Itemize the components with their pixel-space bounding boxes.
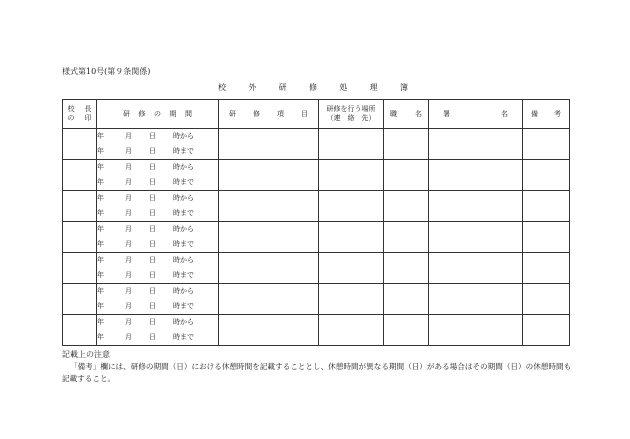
cell-location[interactable] — [319, 129, 384, 160]
period-hour: 時から — [173, 163, 194, 171]
period-day: 日 — [149, 225, 156, 233]
cell-position[interactable] — [384, 160, 429, 191]
period-hour: 時から — [173, 194, 194, 202]
cell-topic[interactable] — [219, 191, 319, 222]
period-end-line — [97, 206, 218, 221]
period-hour: 時まで — [173, 209, 194, 217]
period-year: 年 — [97, 225, 104, 233]
cell-remarks[interactable] — [523, 315, 570, 346]
period-day: 日 — [149, 178, 156, 186]
cell-period[interactable] — [97, 129, 219, 160]
period-month: 月 — [125, 318, 132, 326]
title-char: 外 — [248, 83, 257, 92]
period-hour: 時まで — [173, 147, 194, 155]
cell-period[interactable] — [97, 191, 219, 222]
header-period-char: 期 — [169, 109, 177, 118]
period-hour: 時まで — [173, 302, 194, 310]
cell-topic[interactable] — [219, 222, 319, 253]
header-row — [63, 100, 570, 129]
period-start-line — [97, 284, 218, 299]
period-day: 日 — [149, 287, 156, 295]
period-month: 月 — [125, 271, 132, 279]
period-end-line — [97, 299, 218, 314]
header-topic-char: 目 — [301, 109, 308, 118]
training-register-table — [62, 99, 570, 346]
header-remarks-char: 備 — [531, 109, 538, 118]
header-principal-seal — [63, 100, 97, 129]
cell-position[interactable] — [384, 129, 429, 160]
period-hour: 時から — [173, 132, 194, 140]
period-month: 月 — [125, 163, 132, 171]
form-number: 様式第10号(第９条関係) — [62, 67, 151, 76]
period-start-line — [97, 129, 218, 144]
cell-position[interactable] — [384, 253, 429, 284]
title-char: 理 — [369, 83, 378, 92]
cell-principal-seal[interactable] — [63, 222, 97, 253]
period-hour: 時から — [173, 225, 194, 233]
period-month: 月 — [125, 302, 132, 310]
notes-heading: 記載上の注意 — [62, 350, 110, 359]
cell-remarks[interactable] — [523, 253, 570, 284]
period-hour: 時まで — [173, 178, 194, 186]
cell-period[interactable] — [97, 284, 219, 315]
cell-topic[interactable] — [219, 284, 319, 315]
header-position-char: 名 — [415, 109, 422, 118]
period-hour: 時まで — [173, 271, 194, 279]
header-seal-line — [68, 114, 92, 123]
cell-location[interactable] — [319, 222, 384, 253]
title-char: 校 — [218, 83, 226, 92]
period-year: 年 — [97, 256, 104, 264]
header-topic-char: 修 — [253, 109, 260, 118]
cell-topic[interactable] — [219, 315, 319, 346]
title-char: 修 — [308, 83, 317, 92]
cell-remarks[interactable] — [523, 191, 570, 222]
period-year: 年 — [97, 209, 104, 217]
header-period — [97, 100, 219, 129]
period-year: 年 — [97, 163, 104, 171]
cell-signature[interactable] — [429, 253, 523, 284]
cell-topic[interactable] — [219, 160, 319, 191]
header-seal-char: の — [67, 114, 75, 122]
period-month: 月 — [125, 225, 132, 233]
cell-topic[interactable] — [219, 129, 319, 160]
period-month: 月 — [125, 240, 132, 248]
period-month: 月 — [125, 333, 132, 341]
document-title — [218, 82, 408, 93]
table-row — [63, 253, 570, 284]
title-char: 簿 — [399, 83, 408, 92]
cell-location[interactable] — [319, 315, 384, 346]
cell-location[interactable] — [319, 284, 384, 315]
period-end-line — [97, 175, 218, 190]
period-year: 年 — [97, 333, 104, 341]
cell-location[interactable] — [319, 253, 384, 284]
period-year: 年 — [97, 271, 104, 279]
period-year: 年 — [97, 194, 104, 202]
cell-remarks[interactable] — [523, 129, 570, 160]
period-hour: 時まで — [173, 240, 194, 248]
header-position — [384, 100, 429, 129]
header-signature-char: 署 — [443, 109, 450, 118]
period-start-line — [97, 315, 218, 330]
period-day: 日 — [149, 333, 156, 341]
header-period-char: 間 — [185, 109, 192, 118]
period-end-line — [97, 268, 218, 283]
cell-location[interactable] — [319, 191, 384, 222]
header-signature-char: 名 — [501, 109, 508, 118]
cell-period[interactable] — [97, 315, 219, 346]
header-period-char: 研 — [123, 109, 130, 118]
period-year: 年 — [97, 302, 104, 310]
period-start-line — [97, 191, 218, 206]
cell-period[interactable] — [97, 253, 219, 284]
header-topic-char: 研 — [229, 109, 236, 118]
header-position-char: 職 — [390, 109, 397, 118]
header-period-char: 修 — [138, 109, 146, 118]
cell-period[interactable] — [97, 222, 219, 253]
cell-remarks[interactable] — [523, 222, 570, 253]
period-day: 日 — [149, 302, 156, 310]
header-location — [319, 100, 384, 129]
period-day: 日 — [149, 271, 156, 279]
header-location-line: 研修を行う場所 — [326, 105, 376, 113]
header-period-char: の — [154, 109, 161, 118]
period-year: 年 — [97, 147, 104, 155]
cell-signature[interactable] — [429, 284, 523, 315]
period-day: 日 — [149, 163, 156, 171]
table-row — [63, 284, 570, 315]
period-hour: 時から — [173, 318, 194, 326]
period-month: 月 — [125, 147, 132, 155]
table-row — [63, 160, 570, 191]
cell-principal-seal[interactable] — [63, 129, 97, 160]
cell-signature[interactable] — [429, 315, 523, 346]
period-day: 日 — [149, 318, 156, 326]
cell-signature[interactable] — [429, 129, 523, 160]
cell-topic[interactable] — [219, 253, 319, 284]
cell-principal-seal[interactable] — [63, 191, 97, 222]
header-topic-char: 項 — [277, 109, 284, 118]
period-day: 日 — [149, 240, 156, 248]
cell-location[interactable] — [319, 160, 384, 191]
cell-principal-seal[interactable] — [63, 253, 97, 284]
period-year: 年 — [97, 178, 104, 186]
cell-principal-seal[interactable] — [63, 315, 97, 346]
period-end-line — [97, 237, 218, 252]
header-seal-char: 校 — [67, 105, 75, 113]
period-day: 日 — [149, 147, 156, 155]
period-start-line — [97, 160, 218, 175]
header-remarks — [523, 100, 570, 129]
header-topic — [219, 100, 319, 129]
cell-signature[interactable] — [429, 191, 523, 222]
header-seal-line — [68, 105, 92, 114]
cell-remarks[interactable] — [523, 284, 570, 315]
cell-position[interactable] — [384, 222, 429, 253]
period-month: 月 — [125, 132, 132, 140]
header-signature — [429, 100, 523, 129]
cell-signature[interactable] — [429, 160, 523, 191]
cell-period[interactable] — [97, 160, 219, 191]
cell-principal-seal[interactable] — [63, 160, 97, 191]
header-seal-char: 長 — [84, 105, 92, 113]
period-year: 年 — [97, 287, 104, 295]
period-hour: 時まで — [173, 333, 194, 341]
period-day: 日 — [149, 132, 156, 140]
title-char: 研 — [278, 83, 287, 92]
table-row — [63, 222, 570, 253]
cell-signature[interactable] — [429, 222, 523, 253]
cell-position[interactable] — [384, 191, 429, 222]
period-month: 月 — [125, 256, 132, 264]
header-remarks-char: 考 — [554, 109, 561, 118]
period-end-line — [97, 330, 218, 345]
period-end-line — [97, 144, 218, 159]
period-day: 日 — [149, 194, 156, 202]
period-day: 日 — [149, 209, 156, 217]
period-year: 年 — [97, 240, 104, 248]
cell-position[interactable] — [384, 284, 429, 315]
table-row — [63, 129, 570, 160]
cell-remarks[interactable] — [523, 160, 570, 191]
period-month: 月 — [125, 178, 132, 186]
period-hour: 時から — [173, 256, 194, 264]
period-start-line — [97, 222, 218, 237]
title-char: 処 — [339, 83, 348, 92]
period-year: 年 — [97, 132, 104, 140]
table-row — [63, 315, 570, 346]
cell-position[interactable] — [384, 315, 429, 346]
period-day: 日 — [149, 256, 156, 264]
period-month: 月 — [125, 209, 132, 217]
period-month: 月 — [125, 287, 132, 295]
period-start-line — [97, 253, 218, 268]
period-hour: 時から — [173, 287, 194, 295]
period-month: 月 — [125, 194, 132, 202]
header-location-line: （連 絡 先） — [326, 114, 376, 122]
table-row — [63, 191, 570, 222]
cell-principal-seal[interactable] — [63, 284, 97, 315]
notes-body: 「備考」欄には、研修の期間（日）における休憩時間を記載することとし、休憩時間が異なる期間（日）がある場合はその期間（日）の休憩時間も記載すること。 — [62, 362, 572, 383]
period-year: 年 — [97, 318, 104, 326]
header-seal-char: 印 — [84, 114, 92, 122]
